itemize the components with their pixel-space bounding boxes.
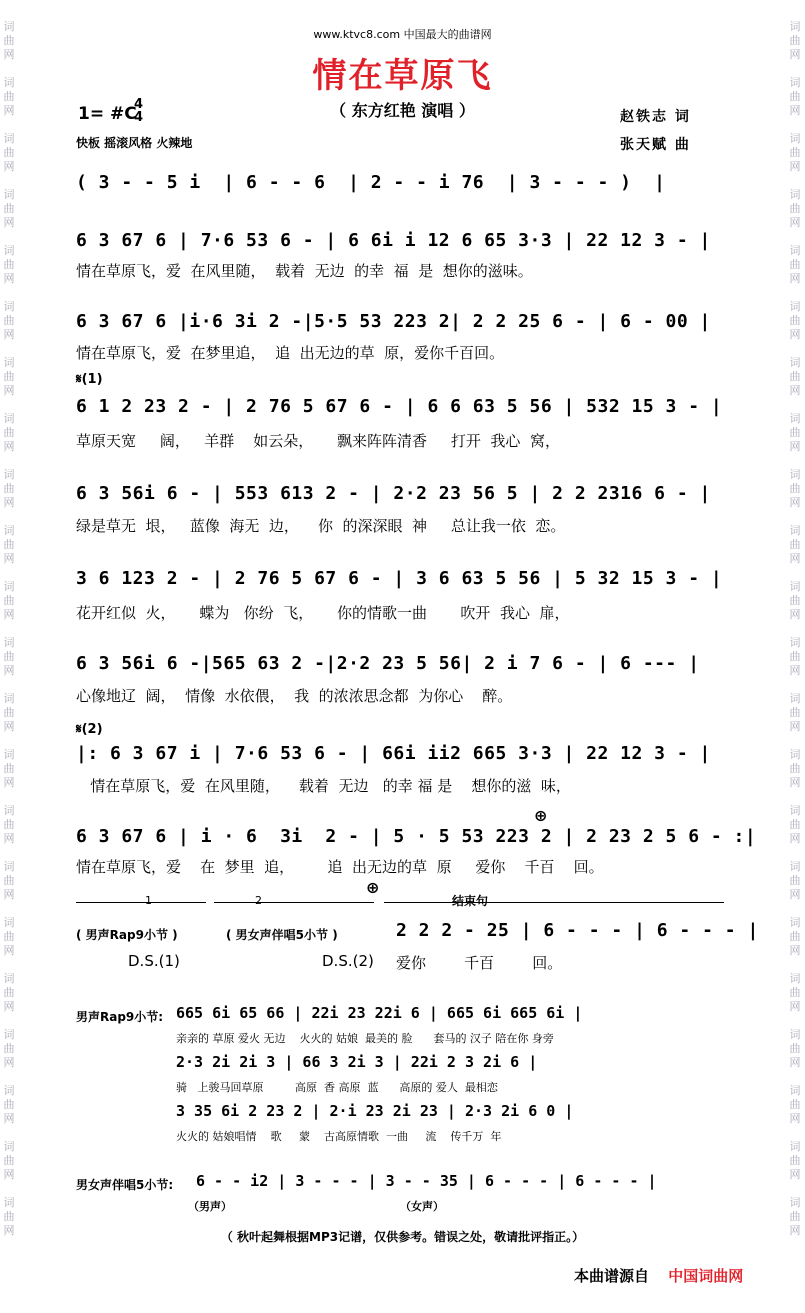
coda-sign-2: ⊕ — [366, 878, 380, 897]
site-header: www.ktvc8.com 中国最大的曲谱网 — [313, 28, 492, 41]
score-row-3: 6 1 2 23 2 - | 2 76 5 67 6 - | 6 6 63 5 56 | 532 15 3 - | — [76, 396, 723, 417]
score-row-4: 6 3 56i 6 - | 553 613 2 - | 2·2 23 56 5 | 2 2 2316 6 - | — [76, 483, 711, 504]
ending-bracket-final — [384, 902, 724, 911]
rap-lyric-2: 骑 上骏马回草原 高原 香 高原 蓝 高原的 爱人 最相恋 — [176, 1081, 498, 1094]
lyric-row-1: 情在草原飞，爱 在风里随， 载着 无边 的幸 福 是 想你的滋味。 — [76, 262, 533, 280]
duet-male: （男声） — [188, 1200, 232, 1213]
rap-label: 男声Rap9小节: — [76, 1010, 164, 1024]
lyricist-credit: 赵铁志 词 — [620, 109, 691, 125]
timesig-top: 4 — [134, 97, 144, 112]
key-signature: 1= #C — [78, 104, 137, 124]
rap-lyric-1: 亲亲的 草原 爱火 无边 火火的 姑娘 最美的 脸 套马的 汉子 陪在你 身旁 — [176, 1032, 554, 1045]
score-row-1: 6 3 67 6 | 7·6 53 6 - | 6 6i i 12 6 65 3·3 | 22 12 3 - | — [76, 230, 711, 251]
segno-2: 𝄋(2) — [76, 722, 103, 737]
score-row-7: |: 6 3 67 i | 7·6 53 6 - | 66i ii2 665 3·3 | 22 12 3 - | — [76, 743, 711, 764]
lyric-row-7: 情在草原飞，爱 在风里随， 载着 无边 的幸 福 是 想你的滋 味， — [76, 777, 571, 795]
duet-label: 男女声伴唱5小节: — [76, 1178, 174, 1192]
segno-1: 𝄋(1) — [76, 372, 103, 387]
ds-1: D.S.(1) — [128, 952, 180, 970]
ending-lyric: 爱你 千百 回。 — [396, 954, 563, 972]
rap-notes-2: 2·3 2i 2i 3 | 66 3 2i 3 | 22i 2 3 2i 6 | — [176, 1053, 538, 1071]
ending-bracket-1 — [76, 902, 206, 911]
rap-lyric-3: 火火的 姑娘唱情 歌 蒙 古高原情歌 一曲 流 传千万 年 — [176, 1130, 502, 1143]
source-prefix: 本曲谱源自 — [574, 1267, 650, 1285]
duet-female: （女声） — [400, 1200, 444, 1213]
lyric-row-8: 情在草原飞，爱 在 梦里 追， 追 出无边的草 原 爱你 千百 回。 — [76, 858, 604, 876]
score-row-2: 6 3 67 6 |i·6 3i 2 -|5·5 53 223 2| 2 2 25 6 - | 6 - 00 | — [76, 311, 711, 332]
song-title: 情在草原飞 — [312, 56, 493, 96]
duet-notes: 6 - - i2 | 3 - - - | 3 - - 35 | 6 - - - | 6 - - - | — [196, 1172, 657, 1190]
singer-credit: （ 东方红艳 演唱 ） — [330, 101, 475, 120]
ending-2-box: ( 男女声伴唱5小节 ) — [226, 928, 338, 942]
source-link[interactable]: 中国词曲网 — [668, 1267, 744, 1285]
watermark-left: 词曲网 词曲网 词曲网 词曲网 词曲网 词曲网 词曲网 词曲网 词曲网 词曲网 词曲网 词曲网 词曲网 词曲网 词曲网 词曲网 词曲网 词曲网 词曲网 词曲网 词曲网 词曲网 — [3, 20, 15, 1237]
tempo-marking: 快板 摇滚风格 火辣地 — [76, 136, 193, 150]
lyric-row-5: 花开红似 火， 蝶为 你纷 飞， 你的情歌一曲 吹开 我心 扉， — [76, 604, 570, 622]
coda-sign-1: ⊕ — [534, 806, 548, 825]
lyric-row-3: 草原天宽 阔， 羊群 如云朵， 飘来阵阵清香 打开 我心 窝， — [76, 432, 560, 450]
rap-notes-1: 665 6i 65 66 | 22i 23 22i 6 | 665 6i 665 6i | — [176, 1004, 583, 1022]
source-credit — [574, 1265, 743, 1286]
ds-2: D.S.(2) — [322, 952, 374, 970]
lyric-row-4: 绿是草无 垠， 蓝像 海无 边， 你 的深深眼 神 总让我一依 恋。 — [76, 517, 566, 535]
score-row-6: 6 3 56i 6 -|565 63 2 -|2·2 23 5 56| 2 i 7 6 - | 6 --- | — [76, 653, 700, 674]
ending-notes: 2 2 2 - 25 | 6 - - - | 6 - - - | — [396, 920, 759, 941]
watermark-text: 词曲网 — [3, 20, 15, 61]
score-row-5: 3 6 123 2 - | 2 76 5 67 6 - | 3 6 63 5 56 | 5 32 15 3 - | — [76, 568, 723, 589]
intro-notes: ( 3 - - 5 i | 6 - - 6 | 2 - - i 76 | 3 - - - ) | — [76, 172, 666, 193]
ending-1-box: ( 男声Rap9小节 ) — [76, 928, 178, 942]
ending-1-number: 1 — [145, 894, 152, 907]
lyric-row-2: 情在草原飞，爱 在梦里追， 追 出无边的草 原，爱你千百回。 — [76, 344, 505, 362]
lyric-row-6: 心像地辽 阔， 情像 水依偎， 我 的浓浓思念都 为你心 醉。 — [76, 687, 513, 705]
score-row-8: 6 3 67 6 | i · 6 3i 2 - | 5 · 5 53 223 2 | 2 23 2 5 6 - :| — [76, 826, 757, 847]
watermark-right: 词曲网 词曲网 词曲网 词曲网 词曲网 词曲网 词曲网 词曲网 词曲网 词曲网 词曲网 词曲网 词曲网 词曲网 词曲网 词曲网 词曲网 词曲网 词曲网 词曲网 词曲网 词曲网 — [789, 20, 801, 1237]
rap-notes-3: 3 35 6i 2 23 2 | 2·i 23 2i 23 | 2·3 2i 6 0 | — [176, 1102, 574, 1120]
time-signature — [134, 98, 143, 124]
composer-credit: 张天赋 曲 — [620, 137, 691, 153]
ending-bracket-2 — [214, 902, 374, 911]
ending-label: 结束句 — [452, 894, 489, 908]
ending-2-number: 2 — [255, 894, 262, 907]
footnote: （ 秋叶起舞根据MP3记谱，仅供参考。错误之处，敬请批评指正。） — [220, 1230, 585, 1244]
timesig-bottom: 4 — [134, 110, 144, 125]
